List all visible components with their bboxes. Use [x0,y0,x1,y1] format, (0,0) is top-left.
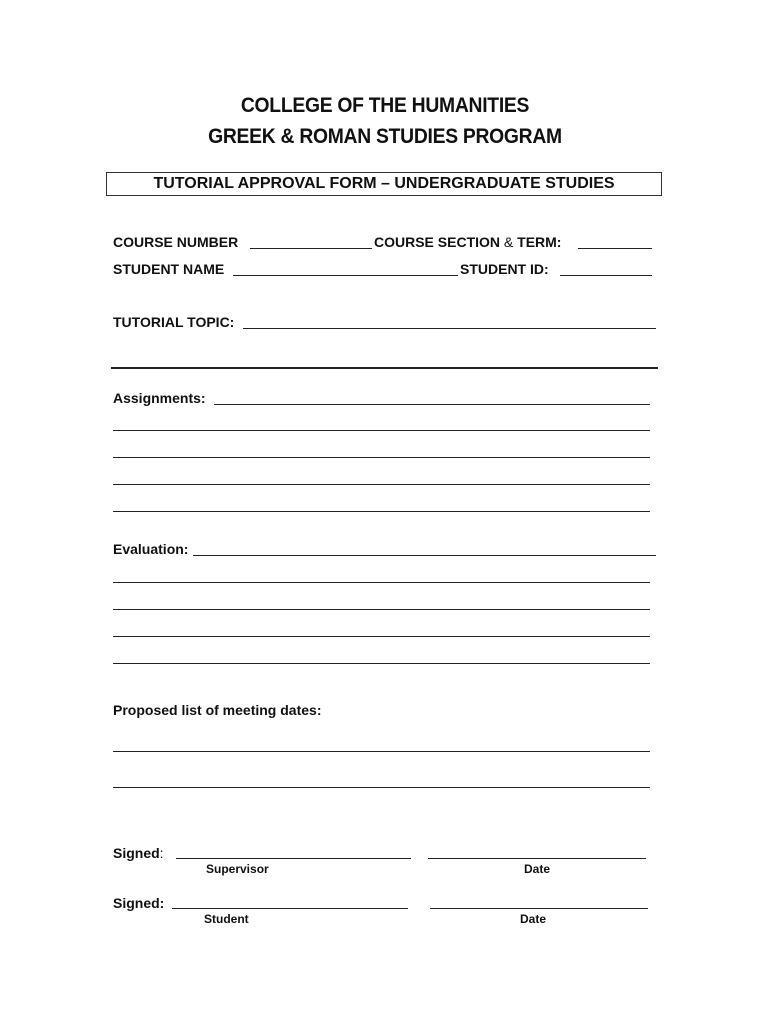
evaluation-label: Evaluation: [113,541,189,557]
term-text: TERM: [513,234,562,250]
student-id-field[interactable] [560,275,652,276]
course-section-text: COURSE SECTION [374,234,504,250]
form-title: TUTORIAL APPROVAL FORM – UNDERGRADUATE STUDIES [106,172,662,196]
signed-student-label: Signed: [113,895,165,911]
tutorial-topic-label: TUTORIAL TOPIC: [113,314,235,330]
meeting-dates-field-2[interactable] [113,787,650,788]
meeting-dates-label: Proposed list of meeting dates: [113,702,322,718]
student-name-label: STUDENT NAME [113,261,225,277]
assignments-field-2[interactable] [113,430,650,431]
evaluation-field-1[interactable] [193,555,656,556]
course-section-field[interactable] [578,248,652,249]
evaluation-field-2[interactable] [113,582,650,583]
signed-text: Signed [113,895,160,911]
student-caption: Student [204,912,249,926]
supervisor-signature-field[interactable] [176,858,411,859]
meeting-dates-field-1[interactable] [113,751,650,752]
assignments-field-4[interactable] [113,484,650,485]
supervisor-caption: Supervisor [206,862,269,876]
signed-supervisor-label: Signed: [113,845,164,861]
tutorial-topic-field[interactable] [243,328,656,329]
assignments-field-1[interactable] [214,404,650,405]
program-title: GREEK & ROMAN STUDIES PROGRAM [208,125,562,148]
evaluation-field-5[interactable] [113,663,650,664]
student-date-caption: Date [520,912,547,926]
section-divider [111,367,658,369]
supervisor-date-caption: Date [524,862,551,876]
course-section-label [374,234,561,250]
student-date-field[interactable] [430,908,648,909]
college-title: COLLEGE OF THE HUMANITIES [240,94,530,117]
course-number-field[interactable] [250,248,372,249]
assignments-field-3[interactable] [113,457,650,458]
supervisor-date-field[interactable] [428,858,646,859]
signed-text: Signed [113,845,160,861]
assignments-field-5[interactable] [113,511,650,512]
ampersand-text: & [503,234,514,250]
evaluation-field-3[interactable] [113,609,650,610]
student-signature-field[interactable] [172,908,408,909]
evaluation-field-4[interactable] [113,636,650,637]
assignments-label: Assignments: [113,390,206,406]
student-id-label: STUDENT ID: [460,261,549,277]
course-number-label: COURSE NUMBER [113,234,239,250]
student-name-field[interactable] [233,275,458,276]
